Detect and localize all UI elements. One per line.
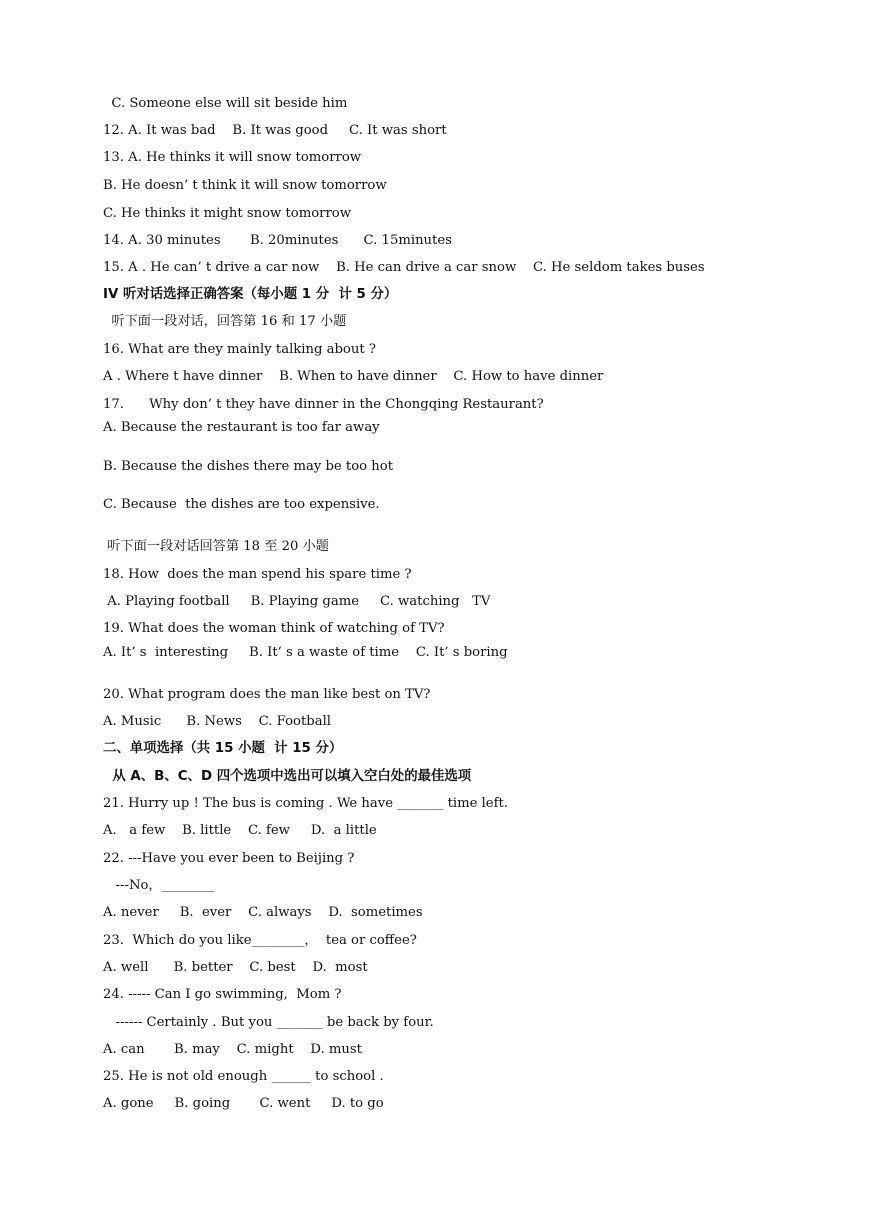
q24: 24. ----- Can I go swimming, Mom ? bbox=[103, 987, 342, 1002]
q17: 17. Why don’ t they have dinner in the Chongqing Restaurant? bbox=[103, 397, 544, 412]
q24-options: A. can B. may C. might D. must bbox=[103, 1042, 362, 1057]
q13-option-c: C. He thinks it might snow tomorrow bbox=[103, 206, 352, 221]
section-iv-instruction-1: 听下面一段对话，回答第 16 和 17 小题 bbox=[103, 314, 347, 329]
q18-options: A. Playing football B. Playing game C. watching TV bbox=[103, 594, 491, 609]
q22-options: A. never B. ever C. always D. sometimes bbox=[103, 905, 423, 920]
q23: 23. Which do you like________， tea or coffee? bbox=[103, 933, 417, 948]
q13-option-b: B. He doesn’ t think it will snow tomorrow bbox=[103, 178, 387, 193]
q24-reply: ------ Certainly . But you _______ be back by four. bbox=[103, 1015, 434, 1030]
section-iv-heading: IV 听对话选择正确答案（每小题 1 分 计 5 分） bbox=[103, 287, 398, 302]
q16: 16. What are they mainly talking about ? bbox=[103, 342, 376, 357]
q13: 13. A. He thinks it will snow tomorrow bbox=[103, 150, 362, 165]
q20: 20. What program does the man like best on TV? bbox=[103, 687, 431, 702]
q19-options: A. It’ s interesting B. It’ s a waste of time C. It’ s boring bbox=[103, 645, 508, 660]
q25-options: A. gone B. going C. went D. to go bbox=[103, 1096, 384, 1111]
q17-option-c: C. Because the dishes are too expensive. bbox=[103, 497, 380, 512]
q11-option-c: C. Someone else will sit beside him bbox=[103, 96, 348, 111]
q19: 19. What does the woman think of watching of TV? bbox=[103, 621, 445, 636]
q22-reply: ---No，________ bbox=[103, 878, 215, 893]
section-2-heading: 二、单项选择（共 15 小题 计 15 分） bbox=[103, 741, 343, 756]
q16-options: A . Where t have dinner B. When to have dinner C. How to have dinner bbox=[103, 369, 604, 384]
q22: 22. ---Have you ever been to Beijing ? bbox=[103, 851, 355, 866]
q21-options: A. a few B. little C. few D. a little bbox=[103, 823, 377, 838]
q21: 21. Hurry up ! The bus is coming . We have _______ time left. bbox=[103, 796, 508, 811]
q17-option-b: B. Because the dishes there may be too hot bbox=[103, 459, 393, 474]
q14: 14. A. 30 minutes B. 20minutes C. 15minutes bbox=[103, 233, 452, 248]
q15: 15. A . He can’ t drive a car now B. He can drive a car snow C. He seldom takes buses bbox=[103, 260, 705, 275]
q20-options: A. Music B. News C. Football bbox=[103, 714, 332, 729]
q25: 25. He is not old enough ______ to school . bbox=[103, 1069, 384, 1084]
section-iv-instruction-2: 听下面一段对话回答第 18 至 20 小题 bbox=[103, 539, 329, 554]
q23-options: A. well B. better C. best D. most bbox=[103, 960, 368, 975]
q17-option-a: A. Because the restaurant is too far away bbox=[103, 420, 380, 435]
section-2-instruction: 从 A、B、C、D 四个选项中选出可以填入空白处的最佳选项 bbox=[103, 769, 472, 784]
q12: 12. A. It was bad B. It was good C. It was short bbox=[103, 123, 447, 138]
q18: 18. How does the man spend his spare time ? bbox=[103, 567, 412, 582]
